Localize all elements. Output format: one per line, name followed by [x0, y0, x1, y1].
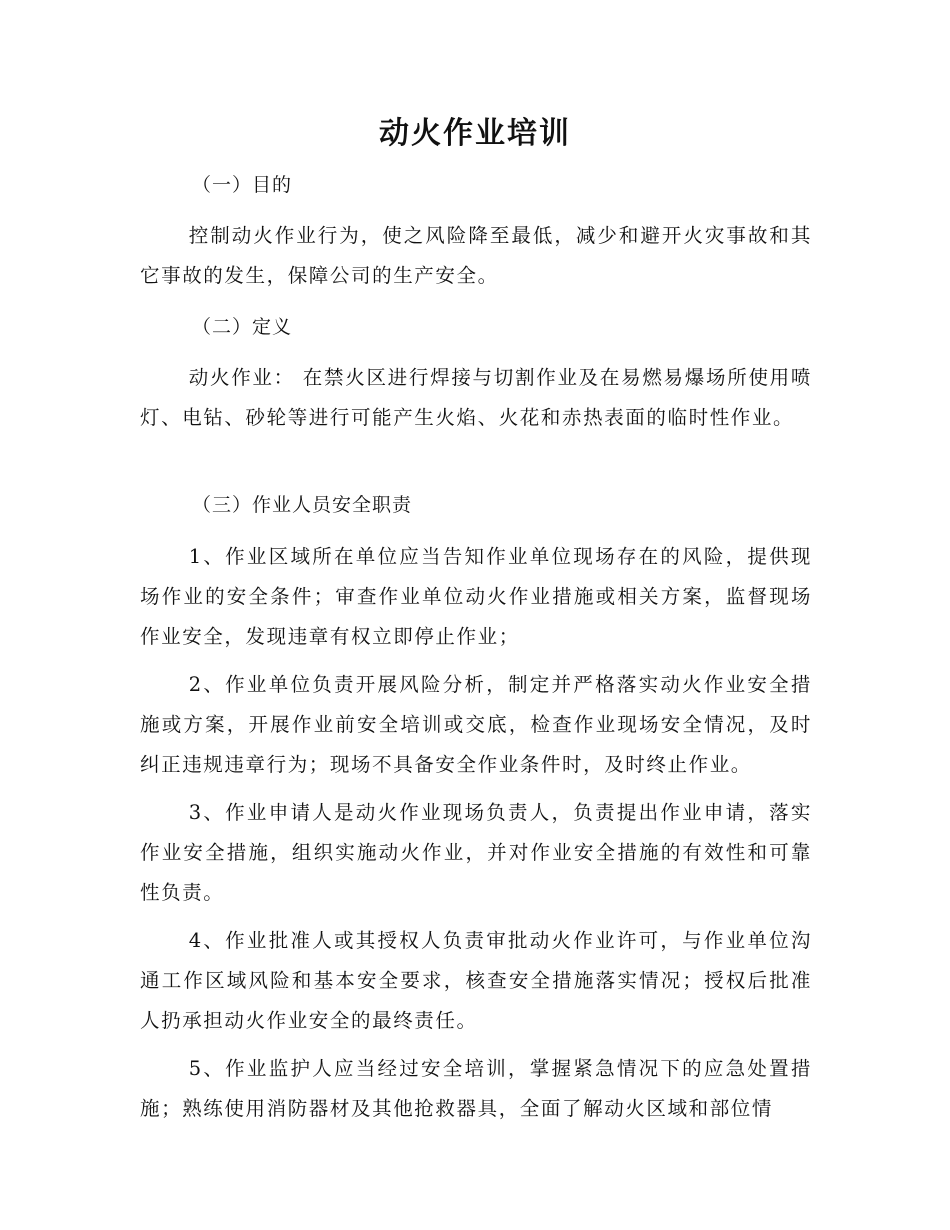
- document-title: 动火作业培训: [379, 116, 571, 151]
- paragraph-responsibility-3: 3、作业申请人是动火作业现场负责人，负责提出作业申请，落实作业安全措施，组织实施动火作业，并对作业安全措施的有效性和可靠性负责。: [140, 801, 812, 904]
- paragraph-definition: 动火作业： 在禁火区进行焊接与切割作业及在易燃易爆场所使用喷灯、电钻、砂轮等进行可能产生火焰、火花和赤热表面的临时性作业。: [140, 366, 812, 429]
- paragraph-responsibility-5: 5、作业监护人应当经过安全培训，掌握紧急情况下的应急处置措施；熟练使用消防器材及其他抢救器具，全面了解动火区域和部位情: [140, 1057, 812, 1120]
- paragraph-responsibility-2: 2、作业单位负责开展风险分析，制定并严格落实动火作业安全措施或方案，开展作业前安全培训或交底，检查作业现场安全情况，及时纠正违规违章行为；现场不具备安全作业条件时，及时终止作业。: [140, 673, 812, 776]
- section-heading-purpose: （一）目的: [192, 174, 293, 196]
- paragraph-purpose: 控制动火作业行为，使之风险降至最低，减少和避开火灾事故和其它事故的发生，保障公司的生产安全。: [140, 224, 812, 287]
- paragraph-responsibility-4: 4、作业批准人或其授权人负责审批动火作业许可，与作业单位沟通工作区域风险和基本安全要求，核查安全措施落实情况；授权后批准人扔承担动火作业安全的最终责任。: [140, 929, 812, 1032]
- section-heading-definition: （二）定义: [192, 316, 293, 338]
- paragraph-responsibility-1: 1、作业区域所在单位应当告知作业单位现场存在的风险，提供现场作业的安全条件；审查作业单位动火作业措施或相关方案，监督现场作业安全，发现违章有权立即停止作业；: [140, 545, 812, 648]
- section-heading-responsibilities: （三）作业人员安全职责: [192, 494, 413, 516]
